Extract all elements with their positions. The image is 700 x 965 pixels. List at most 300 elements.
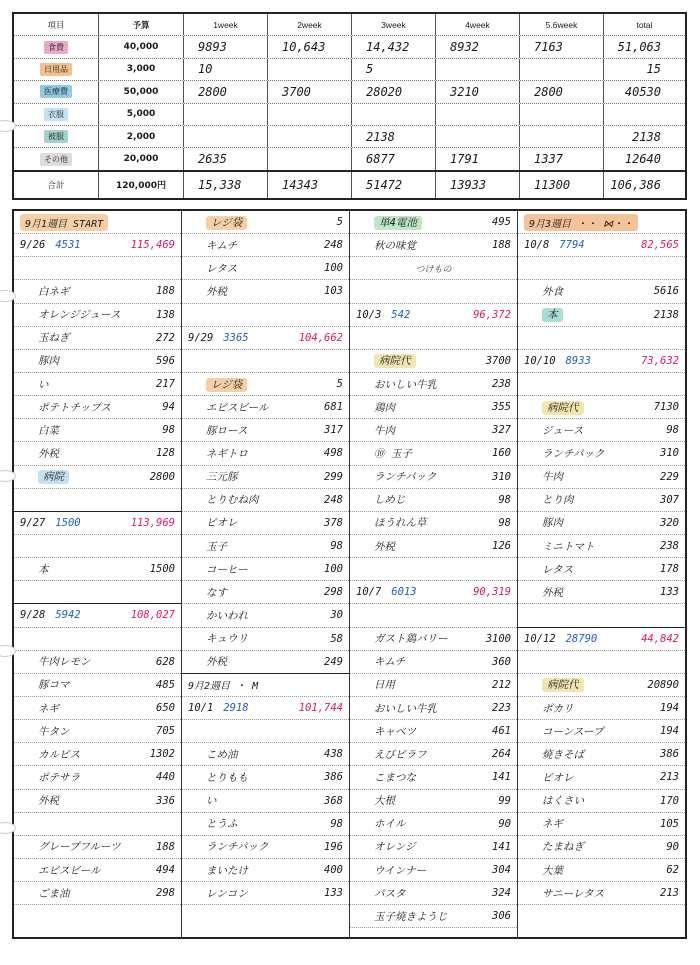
ledger-blank-row (350, 327, 517, 350)
item-name-text: キムチ (374, 656, 406, 669)
item-name-text: キュウリ (206, 633, 248, 646)
item-name-text: とうふ (206, 818, 238, 831)
ledger-item-row (350, 766, 517, 789)
week4-cell (436, 104, 520, 125)
item-amount: 213 (660, 887, 679, 900)
item-name-text: い (206, 795, 217, 808)
ledger-item-row (182, 604, 349, 627)
item-name (20, 724, 156, 739)
total-cell: 51,063 (617, 40, 661, 55)
item-name-text: ビオレ (206, 517, 238, 530)
item-name (188, 446, 324, 461)
week4-cell (436, 126, 520, 147)
category-tag: 食費 (44, 41, 68, 54)
week3-cell (352, 104, 436, 125)
ledger-item-row (518, 697, 685, 720)
week56-cell: 7163 (520, 36, 604, 57)
ledger-item-row (182, 512, 349, 535)
item-name-text: レンコン (206, 887, 248, 900)
ledger-item-row (350, 234, 517, 257)
item-name-text: エビスビール (38, 864, 101, 877)
ledger-item-row (14, 720, 181, 743)
ledger-item-row (14, 697, 181, 720)
remaining-balance: 104,662 (298, 331, 343, 344)
item-name-text: 病院 (38, 470, 69, 484)
item-amount: 304 (492, 864, 511, 876)
ledger-item-row (14, 350, 181, 373)
item-name (524, 446, 660, 461)
item-amount: 20890 (647, 678, 679, 691)
ledger-item-row (350, 512, 517, 535)
item-name (188, 654, 324, 669)
item-amount: 681 (324, 401, 343, 414)
header-budget: 予算 (99, 14, 184, 35)
ledger-item-row (14, 327, 181, 350)
ledger-blank-row (518, 604, 685, 627)
item-amount: 126 (492, 540, 511, 553)
day-date: 9/28 (20, 609, 46, 622)
item-name (20, 400, 162, 415)
item-name-text: こめ油 (206, 748, 238, 761)
item-name (188, 377, 337, 392)
item-name (524, 863, 666, 878)
budget-summary-table (12, 12, 687, 200)
week-label-row (14, 211, 181, 234)
item-name (356, 492, 498, 507)
item-name-text: ミニトマト (542, 540, 595, 553)
ledger-item-row (14, 674, 181, 697)
item-name-text: 秋の味覚 (374, 239, 416, 252)
week-label: 9月2週目 ・ M (188, 681, 259, 693)
category-tag: 衣服 (44, 108, 68, 121)
item-name (20, 377, 156, 392)
item-name (188, 886, 324, 901)
week2-cell: 3700 (268, 81, 352, 102)
item-name-text: 鶏肉 (374, 401, 395, 414)
item-name-text: まいたけ (206, 864, 248, 877)
ledger-item-row (14, 558, 181, 581)
item-name-text: 豚ロース (206, 424, 248, 437)
day-spent: 6013 (391, 586, 417, 599)
summary-row (14, 126, 685, 148)
ledger-blank-row (182, 720, 349, 743)
header-week2: 2week (268, 14, 352, 35)
week4-cell (436, 59, 520, 80)
summary-row (14, 148, 685, 169)
ledger-item-row (350, 211, 517, 234)
ledger-item-row (182, 859, 349, 882)
item-amount: 438 (324, 748, 343, 761)
item-name-text: オレンジジュース (38, 309, 121, 322)
item-name (188, 423, 324, 438)
item-amount: 100 (324, 563, 343, 576)
ledger-blank-row (14, 257, 181, 280)
total-label: 合計 (14, 172, 99, 198)
item-amount: 336 (156, 794, 175, 807)
item-name (356, 353, 486, 368)
header-week56: 5.6week (520, 14, 604, 35)
ledger-item-row (182, 651, 349, 674)
item-name-text: 牛肉レモン (38, 656, 91, 669)
item-amount: 2800 (149, 470, 175, 483)
ledger-blank-row (350, 604, 517, 627)
item-name (188, 515, 324, 530)
item-amount: 495 (492, 216, 511, 229)
item-amount: 5 (336, 378, 343, 391)
week-label-row (182, 674, 349, 697)
day-header-row (182, 697, 349, 720)
ledger-blank-row (350, 558, 517, 581)
item-amount: 264 (492, 748, 511, 761)
item-amount: 461 (492, 725, 511, 738)
item-name-text: 豚コマ (38, 679, 70, 692)
item-name (20, 423, 162, 438)
day-date: 10/3 (356, 308, 382, 321)
item-name (20, 747, 150, 762)
item-name (188, 816, 330, 831)
item-name-text: とりむね肉 (206, 494, 259, 507)
item-name (188, 284, 324, 299)
day-date: 10/7 (356, 586, 382, 599)
item-amount: 248 (324, 239, 343, 252)
ledger-blank-row (14, 489, 181, 512)
ledger-item-row (350, 442, 517, 465)
item-amount: 485 (156, 678, 175, 691)
ledger-note: つけもの (350, 257, 517, 280)
total-week56: 11300 (520, 172, 604, 198)
item-name-text: レジ袋 (206, 216, 247, 230)
ledger-item-row (518, 442, 685, 465)
item-amount: 141 (492, 771, 511, 784)
item-name (356, 515, 498, 530)
item-name (356, 377, 492, 392)
item-amount: 188 (156, 285, 175, 298)
item-amount: 310 (660, 447, 679, 460)
remaining-balance: 82,565 (641, 239, 679, 252)
week56-cell (520, 59, 604, 80)
ledger-item-row (14, 304, 181, 327)
week1-cell (184, 126, 268, 147)
item-amount: 1500 (149, 563, 175, 576)
ledger-blank-row (182, 350, 349, 373)
item-name-text: ポテトチップス (38, 401, 111, 414)
item-name-text: 日用 (374, 679, 395, 692)
item-amount: 238 (660, 540, 679, 553)
day-header-row (14, 604, 181, 627)
item-name (188, 770, 324, 785)
item-amount: 98 (330, 540, 343, 553)
ledger-item-row (182, 257, 349, 280)
item-name (188, 469, 324, 484)
total-week1: 15,338 (184, 172, 268, 198)
item-name-text: い (38, 378, 49, 391)
item-name (20, 446, 156, 461)
ledger-item-row (14, 766, 181, 789)
item-name (356, 539, 492, 554)
item-name (356, 446, 492, 461)
ledger-blank-row (518, 373, 685, 396)
item-name-text: 玉子焼きようじ (374, 910, 448, 923)
ledger-item-row (182, 419, 349, 442)
item-name (524, 816, 660, 831)
day-spent: 3365 (223, 331, 249, 344)
item-name (524, 886, 660, 901)
ledger-item-row (518, 674, 685, 697)
day-date: 9/27 (20, 516, 46, 529)
item-name (20, 677, 156, 692)
item-name-text: ポテサラ (38, 771, 80, 784)
day-header-row (182, 327, 349, 350)
ledger-item-row (350, 350, 517, 373)
item-amount: 133 (324, 887, 343, 900)
item-name (356, 724, 492, 739)
item-amount: 90 (666, 840, 679, 853)
item-name-text: ランチパック (542, 447, 605, 460)
item-name (356, 677, 492, 692)
week3-cell: 28020 (352, 81, 436, 102)
week1-cell: 9893 (184, 36, 268, 57)
item-name (524, 515, 660, 530)
week2-cell (268, 59, 352, 80)
ledger-blank-row (350, 280, 517, 303)
category-label (14, 81, 99, 102)
item-name-text: こまつな (374, 771, 416, 784)
item-amount: 90 (498, 817, 511, 830)
total-cell: 15 (646, 62, 661, 77)
ledger-item-row (518, 535, 685, 558)
item-name (524, 469, 660, 484)
item-amount: 188 (156, 840, 175, 853)
total-week4: 13933 (436, 172, 520, 198)
item-name (188, 863, 324, 878)
item-amount: 248 (324, 493, 343, 506)
item-amount: 378 (324, 516, 343, 529)
week4-cell: 3210 (436, 81, 520, 102)
ledger-item-row (182, 790, 349, 813)
remaining-balance: 90,319 (473, 586, 511, 599)
item-name (20, 770, 156, 785)
item-name-text: とり肉 (542, 494, 574, 507)
item-name-text: かいわれ (206, 609, 248, 622)
budget-cell: 20,000 (99, 148, 184, 169)
item-amount: 103 (324, 285, 343, 298)
week3-cell: 14,432 (352, 36, 436, 57)
ledger-item-row (182, 558, 349, 581)
item-name (524, 724, 660, 739)
item-amount: 440 (156, 771, 175, 784)
item-amount: 178 (660, 563, 679, 576)
category-label (14, 148, 99, 169)
week3-cell: 2138 (352, 126, 436, 147)
item-name-text: 玉子 (206, 540, 227, 553)
ledger-item-row (182, 373, 349, 396)
ledger-item-row (518, 304, 685, 327)
item-amount: 223 (492, 702, 511, 715)
ledger-item-row (518, 720, 685, 743)
day-header-row (14, 512, 181, 535)
category-label (14, 126, 99, 147)
item-name-text: レタス (542, 563, 574, 576)
item-name-text: ジュース (542, 424, 584, 437)
ledger-item-row (350, 651, 517, 674)
week-label: 9月3週目 ・・ ⋈・・ (524, 214, 638, 231)
ledger-item-row (518, 882, 685, 905)
item-name-text: 外税 (206, 285, 227, 298)
ledger-item-row (350, 813, 517, 836)
ledger-item-row (182, 882, 349, 905)
day-date: 10/8 (524, 239, 550, 252)
ledger-item-row (518, 766, 685, 789)
ledger-blank-row (14, 581, 181, 604)
remaining-balance: 108,027 (130, 609, 175, 622)
ledger-item-row (14, 790, 181, 813)
item-amount: 320 (660, 516, 679, 529)
week1-cell: 10 (184, 59, 268, 80)
item-name-text: ビオレ (542, 771, 574, 784)
total-cell: 40530 (624, 84, 661, 99)
ledger-blank-row (518, 327, 685, 350)
item-name-text: 単4電池 (374, 216, 422, 230)
week56-cell: 2800 (520, 81, 604, 102)
total-week3: 51472 (352, 172, 436, 198)
ledger-item-row (14, 373, 181, 396)
ledger-item-row (350, 720, 517, 743)
item-amount: 98 (498, 516, 511, 529)
item-name-text: 玉ねぎ (38, 332, 70, 345)
item-name (20, 886, 156, 901)
item-amount: 212 (492, 678, 511, 691)
ledger-item-row (14, 836, 181, 859)
ledger-item-row (350, 628, 517, 651)
item-name-text: とりもも (206, 771, 248, 784)
ledger-item-row (14, 743, 181, 766)
item-name (20, 307, 156, 322)
item-name (20, 701, 156, 716)
item-name (188, 492, 324, 507)
total-budget: 120,000円 (99, 172, 184, 198)
summary-row (14, 104, 685, 126)
remaining-balance: 73,632 (641, 354, 679, 367)
item-amount: 229 (660, 470, 679, 483)
day-date: 10/12 (524, 632, 556, 645)
ledger-item-row (350, 489, 517, 512)
summary-row (14, 36, 685, 58)
item-name-text: ガスト鶏バリー (374, 633, 448, 646)
summary-header-row (14, 14, 685, 36)
item-name-text: 大葉 (542, 864, 563, 877)
week-label: 9月1週目 START (20, 214, 108, 231)
item-amount: 194 (660, 702, 679, 715)
budget-cell: 40,000 (99, 36, 184, 57)
day-spent: 4531 (55, 239, 81, 252)
item-amount: 5 (336, 216, 343, 229)
item-amount: 298 (156, 887, 175, 900)
item-amount: 317 (324, 424, 343, 437)
item-name (188, 215, 337, 230)
day-spent: 7794 (559, 239, 585, 252)
item-name (20, 469, 150, 484)
ledger-column-4 (518, 211, 685, 937)
budget-cell: 5,000 (99, 104, 184, 125)
item-name-text: ホイル (374, 818, 406, 831)
item-amount: 138 (156, 308, 175, 321)
item-name-text: エビスビール (206, 401, 269, 414)
day-spent: 542 (391, 308, 411, 321)
ledger-item-row (14, 442, 181, 465)
ledger-item-row (350, 419, 517, 442)
total-cell: 2138 (632, 129, 661, 144)
item-name (524, 701, 660, 716)
item-name (356, 770, 492, 785)
item-amount: 99 (498, 794, 511, 807)
ledger-item-row (518, 489, 685, 512)
item-name (188, 631, 330, 646)
item-name-text: ほうれん草 (374, 517, 427, 530)
item-amount: 596 (156, 354, 175, 367)
item-name (188, 400, 324, 415)
item-amount: 498 (324, 447, 343, 460)
ledger-item-row (14, 882, 181, 905)
item-name (356, 909, 492, 924)
item-name (356, 238, 492, 253)
day-header-row (518, 350, 685, 373)
item-amount: 327 (492, 424, 511, 437)
ledger-item-row (182, 466, 349, 489)
item-amount: 5616 (653, 285, 679, 298)
item-name-text: 病院代 (374, 354, 416, 368)
week56-cell (520, 104, 604, 125)
grand-total: 106,386 (610, 177, 661, 192)
item-name-text: レタス (206, 262, 238, 275)
week56-cell (520, 126, 604, 147)
item-name-text: しめじ (374, 494, 406, 507)
item-name (188, 839, 324, 854)
ledger-item-row (350, 674, 517, 697)
item-name (524, 839, 666, 854)
item-name-text: 外税 (542, 586, 563, 599)
item-name (356, 469, 492, 484)
total-cell (604, 104, 685, 125)
item-name (356, 400, 492, 415)
item-name-text: ネギトロ (206, 447, 248, 460)
item-name-text: レジ袋 (206, 378, 247, 392)
ledger-item-row (518, 859, 685, 882)
day-header-row (518, 234, 685, 257)
week2-cell (268, 104, 352, 125)
item-amount: 196 (324, 840, 343, 853)
ledger-blank-row (14, 535, 181, 558)
item-name-text: 豚肉 (542, 517, 563, 530)
item-name (20, 793, 156, 808)
ledger-item-row (182, 489, 349, 512)
item-name-text: ランチパック (206, 841, 269, 854)
ledger-item-row (182, 628, 349, 651)
ledger-blank-row (518, 651, 685, 674)
week1-cell (184, 104, 268, 125)
item-name (524, 793, 660, 808)
ledger-item-row (518, 836, 685, 859)
item-name-text: 牛肉 (542, 471, 563, 484)
remaining-balance: 44,842 (641, 632, 679, 645)
item-amount: 7130 (653, 401, 679, 414)
item-amount: 170 (660, 794, 679, 807)
ledger-item-row (350, 790, 517, 813)
day-header-row (350, 304, 517, 327)
item-amount: 128 (156, 447, 175, 460)
item-name-text: ポカリ (542, 702, 574, 715)
ledger-item-row (518, 280, 685, 303)
item-name-text: 外食 (542, 285, 563, 298)
